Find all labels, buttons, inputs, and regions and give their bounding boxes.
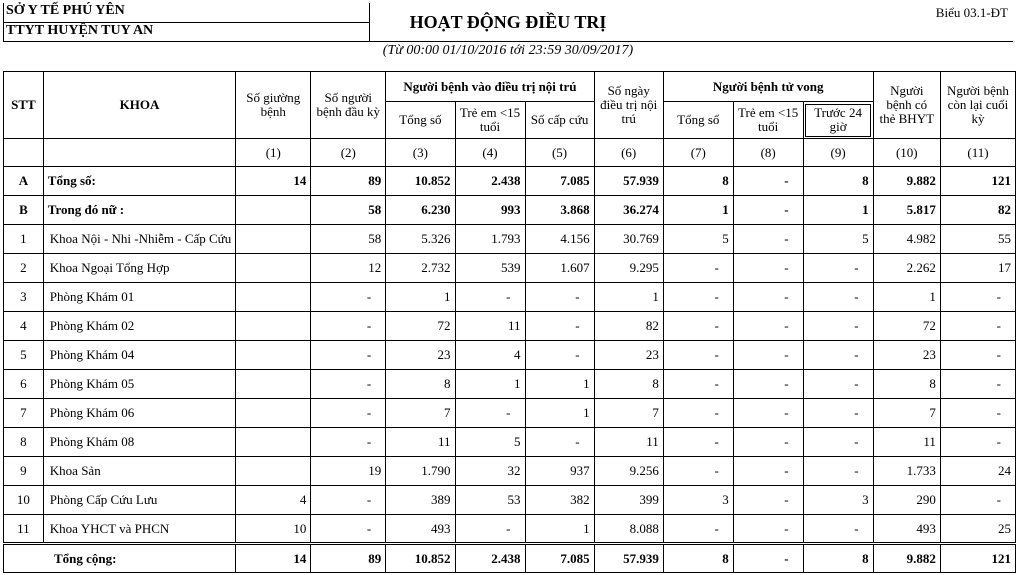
row-value: 290	[873, 486, 940, 515]
table-row	[4, 486, 1016, 515]
row-value: 8	[386, 370, 455, 399]
row-name: Khoa YHCT và PHCN	[43, 515, 235, 544]
row-value: -	[733, 283, 803, 312]
row-value: -	[733, 370, 803, 399]
row-value	[236, 341, 311, 370]
row-value: 82	[940, 196, 1015, 225]
row-stt: 1	[4, 225, 44, 254]
row-value: 1.607	[525, 254, 594, 283]
header-inpatient-group: Người bệnh vào điều trị nội trú	[386, 72, 594, 102]
row-value: -	[525, 341, 594, 370]
header-death-children: Trẻ em <15 tuổi	[733, 102, 803, 139]
row-value: -	[803, 399, 873, 428]
row-value: -	[803, 457, 873, 486]
row-value: 1.790	[386, 457, 455, 486]
table-body	[4, 167, 1016, 573]
row-value: -	[663, 399, 733, 428]
row-value: 1.733	[873, 457, 940, 486]
row-value: 7	[873, 399, 940, 428]
row-name: Phòng Khám 08	[43, 428, 235, 457]
row-value: 9.295	[594, 254, 663, 283]
row-value: 5.326	[386, 225, 455, 254]
treatment-table	[3, 71, 1016, 573]
row-value: -	[455, 399, 525, 428]
row-value: 11	[594, 428, 663, 457]
row-value: -	[733, 254, 803, 283]
row-stt: 2	[4, 254, 44, 283]
row-value: -	[663, 341, 733, 370]
header-insured: Người bệnh có thẻ BHYT	[873, 72, 940, 139]
row-value: 389	[386, 486, 455, 515]
row-value: 4.156	[525, 225, 594, 254]
row-value	[236, 254, 311, 283]
row-value: -	[311, 341, 386, 370]
column-number-cell: (5)	[525, 139, 594, 167]
row-value: 121	[940, 167, 1015, 196]
row-value: -	[940, 341, 1015, 370]
row-value: -	[663, 457, 733, 486]
row-value: 5	[455, 428, 525, 457]
row-value: -	[663, 370, 733, 399]
row-value: 24	[940, 457, 1015, 486]
row-value: 23	[594, 341, 663, 370]
row-stt: 4	[4, 312, 44, 341]
row-value: 7	[386, 399, 455, 428]
row-value: 53	[455, 486, 525, 515]
row-value: 1	[525, 515, 594, 544]
row-value	[236, 457, 311, 486]
row-value: 25	[940, 515, 1015, 544]
row-stt: Tổng cộng:	[4, 544, 236, 573]
row-stt: B	[4, 196, 44, 225]
row-value: -	[940, 312, 1015, 341]
column-number-cell: (9)	[803, 139, 873, 167]
row-value: 72	[873, 312, 940, 341]
row-value: 14	[236, 544, 311, 573]
row-stt: 11	[4, 515, 44, 544]
row-value: -	[455, 515, 525, 544]
column-number-cell	[43, 139, 235, 167]
row-name: Phòng Khám 05	[43, 370, 235, 399]
report-title: HOẠT ĐỘNG ĐIỀU TRỊ	[409, 12, 607, 32]
row-value: 2.438	[455, 544, 525, 573]
header-emergency: Số cấp cứu	[525, 102, 594, 139]
row-value: 493	[873, 515, 940, 544]
row-value: 937	[525, 457, 594, 486]
row-value: 72	[386, 312, 455, 341]
row-value: 7.085	[525, 167, 594, 196]
column-number-cell: (8)	[733, 139, 803, 167]
row-value: -	[733, 341, 803, 370]
row-value: 382	[525, 486, 594, 515]
row-value: 4	[236, 486, 311, 515]
row-stt: 5	[4, 341, 44, 370]
row-value: 7.085	[525, 544, 594, 573]
row-value: 58	[311, 196, 386, 225]
row-value: -	[940, 399, 1015, 428]
column-number-cell: (3)	[386, 139, 455, 167]
header-start-patients: Số người bệnh đầu kỳ	[311, 72, 386, 139]
total-row	[4, 544, 1016, 573]
column-number-cell	[4, 139, 44, 167]
row-value: 32	[455, 457, 525, 486]
row-stt: 3	[4, 283, 44, 312]
row-value: 11	[455, 312, 525, 341]
row-stt: 9	[4, 457, 44, 486]
row-value: -	[663, 515, 733, 544]
header-treatment-days: Số ngày điều trị nội trú	[594, 72, 663, 139]
row-value: 993	[455, 196, 525, 225]
row-stt: 8	[4, 428, 44, 457]
row-name: Phòng Khám 04	[43, 341, 235, 370]
row-value: 1	[525, 370, 594, 399]
header-khoa: KHOA	[43, 72, 235, 139]
org-line-2: TTYT HUYỆN TUY AN	[6, 23, 154, 38]
row-value: 9.882	[873, 544, 940, 573]
row-value: 55	[940, 225, 1015, 254]
row-value: -	[803, 254, 873, 283]
header-death-24h[interactable]: Trước 24 giờ	[803, 102, 873, 139]
header-total: Tổng số	[386, 102, 455, 139]
row-value: 2.438	[455, 167, 525, 196]
row-value: -	[525, 283, 594, 312]
row-value: -	[525, 312, 594, 341]
row-value: 89	[311, 167, 386, 196]
row-value: 493	[386, 515, 455, 544]
row-value: 89	[311, 544, 386, 573]
row-value: 8	[803, 167, 873, 196]
row-value: 8	[663, 544, 733, 573]
row-value: 3.868	[525, 196, 594, 225]
row-value: -	[940, 486, 1015, 515]
row-value	[236, 312, 311, 341]
row-value	[236, 399, 311, 428]
row-value: -	[311, 312, 386, 341]
column-number-cell: (4)	[455, 139, 525, 167]
row-value: 7	[594, 399, 663, 428]
row-value: -	[803, 341, 873, 370]
row-value: 8	[663, 167, 733, 196]
table-row	[4, 341, 1016, 370]
row-stt: A	[4, 167, 44, 196]
row-value: 8	[873, 370, 940, 399]
header-beds: Số giường bệnh	[236, 72, 311, 139]
row-value: -	[733, 515, 803, 544]
row-value: 3	[663, 486, 733, 515]
row-value: 9.882	[873, 167, 940, 196]
row-value: 11	[386, 428, 455, 457]
row-value: -	[663, 283, 733, 312]
row-value: 1	[455, 370, 525, 399]
row-value: 4.982	[873, 225, 940, 254]
table-row	[4, 312, 1016, 341]
row-value: -	[311, 486, 386, 515]
row-value: 3	[803, 486, 873, 515]
header-death-group: Người bệnh tử vong	[663, 72, 873, 102]
row-value: 1	[663, 196, 733, 225]
row-name: Khoa Ngoại Tổng Hợp	[43, 254, 235, 283]
row-value: 23	[386, 341, 455, 370]
column-number-cell: (2)	[311, 139, 386, 167]
row-value: 1	[525, 399, 594, 428]
header-death-total: Tổng số	[663, 102, 733, 139]
column-number-cell: (7)	[663, 139, 733, 167]
row-value	[236, 225, 311, 254]
row-value: -	[311, 399, 386, 428]
row-value: 23	[873, 341, 940, 370]
row-value: 8.088	[594, 515, 663, 544]
row-value: 57.939	[594, 167, 663, 196]
row-name: Tổng số:	[43, 167, 235, 196]
column-number-cell: (6)	[594, 139, 663, 167]
row-value: -	[733, 457, 803, 486]
date-range: (Từ 00:00 01/10/2016 tới 23:59 30/09/2017)	[382, 43, 634, 58]
row-value: 1	[873, 283, 940, 312]
column-number-row	[4, 139, 1016, 167]
header-divider	[369, 3, 370, 41]
column-number-cell: (1)	[236, 139, 311, 167]
row-value	[236, 196, 311, 225]
row-value: 58	[311, 225, 386, 254]
row-value: 8	[803, 544, 873, 573]
row-value: 1	[803, 196, 873, 225]
row-value: -	[663, 254, 733, 283]
row-value: -	[663, 312, 733, 341]
header-stt: STT	[4, 72, 44, 139]
row-value: 399	[594, 486, 663, 515]
row-value: -	[733, 225, 803, 254]
row-value: 1.793	[455, 225, 525, 254]
row-value: -	[663, 428, 733, 457]
row-value: 19	[311, 457, 386, 486]
row-value: 10.852	[386, 167, 455, 196]
row-value: -	[803, 312, 873, 341]
form-code: Biểu 03.1-ĐT	[935, 5, 1008, 20]
row-name: Trong đó nữ :	[43, 196, 235, 225]
row-value	[236, 428, 311, 457]
row-value: -	[733, 486, 803, 515]
row-value: 82	[594, 312, 663, 341]
column-number-cell: (10)	[873, 139, 940, 167]
row-value: 2.262	[873, 254, 940, 283]
row-value: -	[525, 428, 594, 457]
org-line-1: SỞ Y TẾ PHÚ YÊN	[6, 3, 125, 18]
header-divider	[3, 41, 1013, 42]
row-value: 1	[594, 283, 663, 312]
row-value: 5	[663, 225, 733, 254]
table-row	[4, 399, 1016, 428]
row-value: -	[803, 515, 873, 544]
row-value: -	[803, 370, 873, 399]
row-value: -	[940, 428, 1015, 457]
row-value	[236, 370, 311, 399]
row-value: 5	[803, 225, 873, 254]
row-value: 9.256	[594, 457, 663, 486]
row-value: -	[733, 167, 803, 196]
table-row	[4, 283, 1016, 312]
table-row	[4, 370, 1016, 399]
row-name: Khoa Nội - Nhi -Nhiễm - Cấp Cứu	[43, 225, 235, 254]
row-value	[236, 283, 311, 312]
row-value: -	[455, 283, 525, 312]
table-row	[4, 254, 1016, 283]
row-stt: 7	[4, 399, 44, 428]
table-row	[4, 225, 1016, 254]
row-value: 14	[236, 167, 311, 196]
row-value: -	[733, 544, 803, 573]
row-value: -	[940, 370, 1015, 399]
row-value: 17	[940, 254, 1015, 283]
row-value: 10.852	[386, 544, 455, 573]
row-value: -	[311, 370, 386, 399]
row-value: -	[311, 428, 386, 457]
row-value: 10	[236, 515, 311, 544]
header-divider	[3, 22, 369, 23]
column-number-cell: (11)	[940, 139, 1015, 167]
row-value: -	[733, 196, 803, 225]
row-value: -	[803, 428, 873, 457]
row-name: Phòng Cấp Cứu Lưu	[43, 486, 235, 515]
table-row	[4, 428, 1016, 457]
row-value: 121	[940, 544, 1015, 573]
header-children: Trẻ em <15 tuổi	[455, 102, 525, 139]
row-value: -	[940, 283, 1015, 312]
row-value: 8	[594, 370, 663, 399]
table-row	[4, 167, 1016, 196]
row-value: 4	[455, 341, 525, 370]
row-value: -	[733, 399, 803, 428]
row-name: Phòng Khám 02	[43, 312, 235, 341]
row-value: 2.732	[386, 254, 455, 283]
row-value: 5.817	[873, 196, 940, 225]
row-value: 12	[311, 254, 386, 283]
row-name: Khoa Sản	[43, 457, 235, 486]
row-value: 539	[455, 254, 525, 283]
row-value: 6.230	[386, 196, 455, 225]
row-stt: 6	[4, 370, 44, 399]
table-row	[4, 196, 1016, 225]
row-name: Phòng Khám 06	[43, 399, 235, 428]
header-divider	[3, 3, 4, 41]
row-value: 57.939	[594, 544, 663, 573]
row-stt: 10	[4, 486, 44, 515]
row-value: -	[311, 515, 386, 544]
row-value: -	[803, 283, 873, 312]
header-end-patients: Người bệnh còn lại cuối kỳ	[940, 72, 1015, 139]
table-row	[4, 515, 1016, 544]
row-value: -	[311, 283, 386, 312]
row-value: 11	[873, 428, 940, 457]
row-value: 36.274	[594, 196, 663, 225]
row-value: -	[733, 312, 803, 341]
row-value: -	[733, 428, 803, 457]
row-value: 1	[386, 283, 455, 312]
row-value: 30.769	[594, 225, 663, 254]
table-row	[4, 457, 1016, 486]
row-name: Phòng Khám 01	[43, 283, 235, 312]
